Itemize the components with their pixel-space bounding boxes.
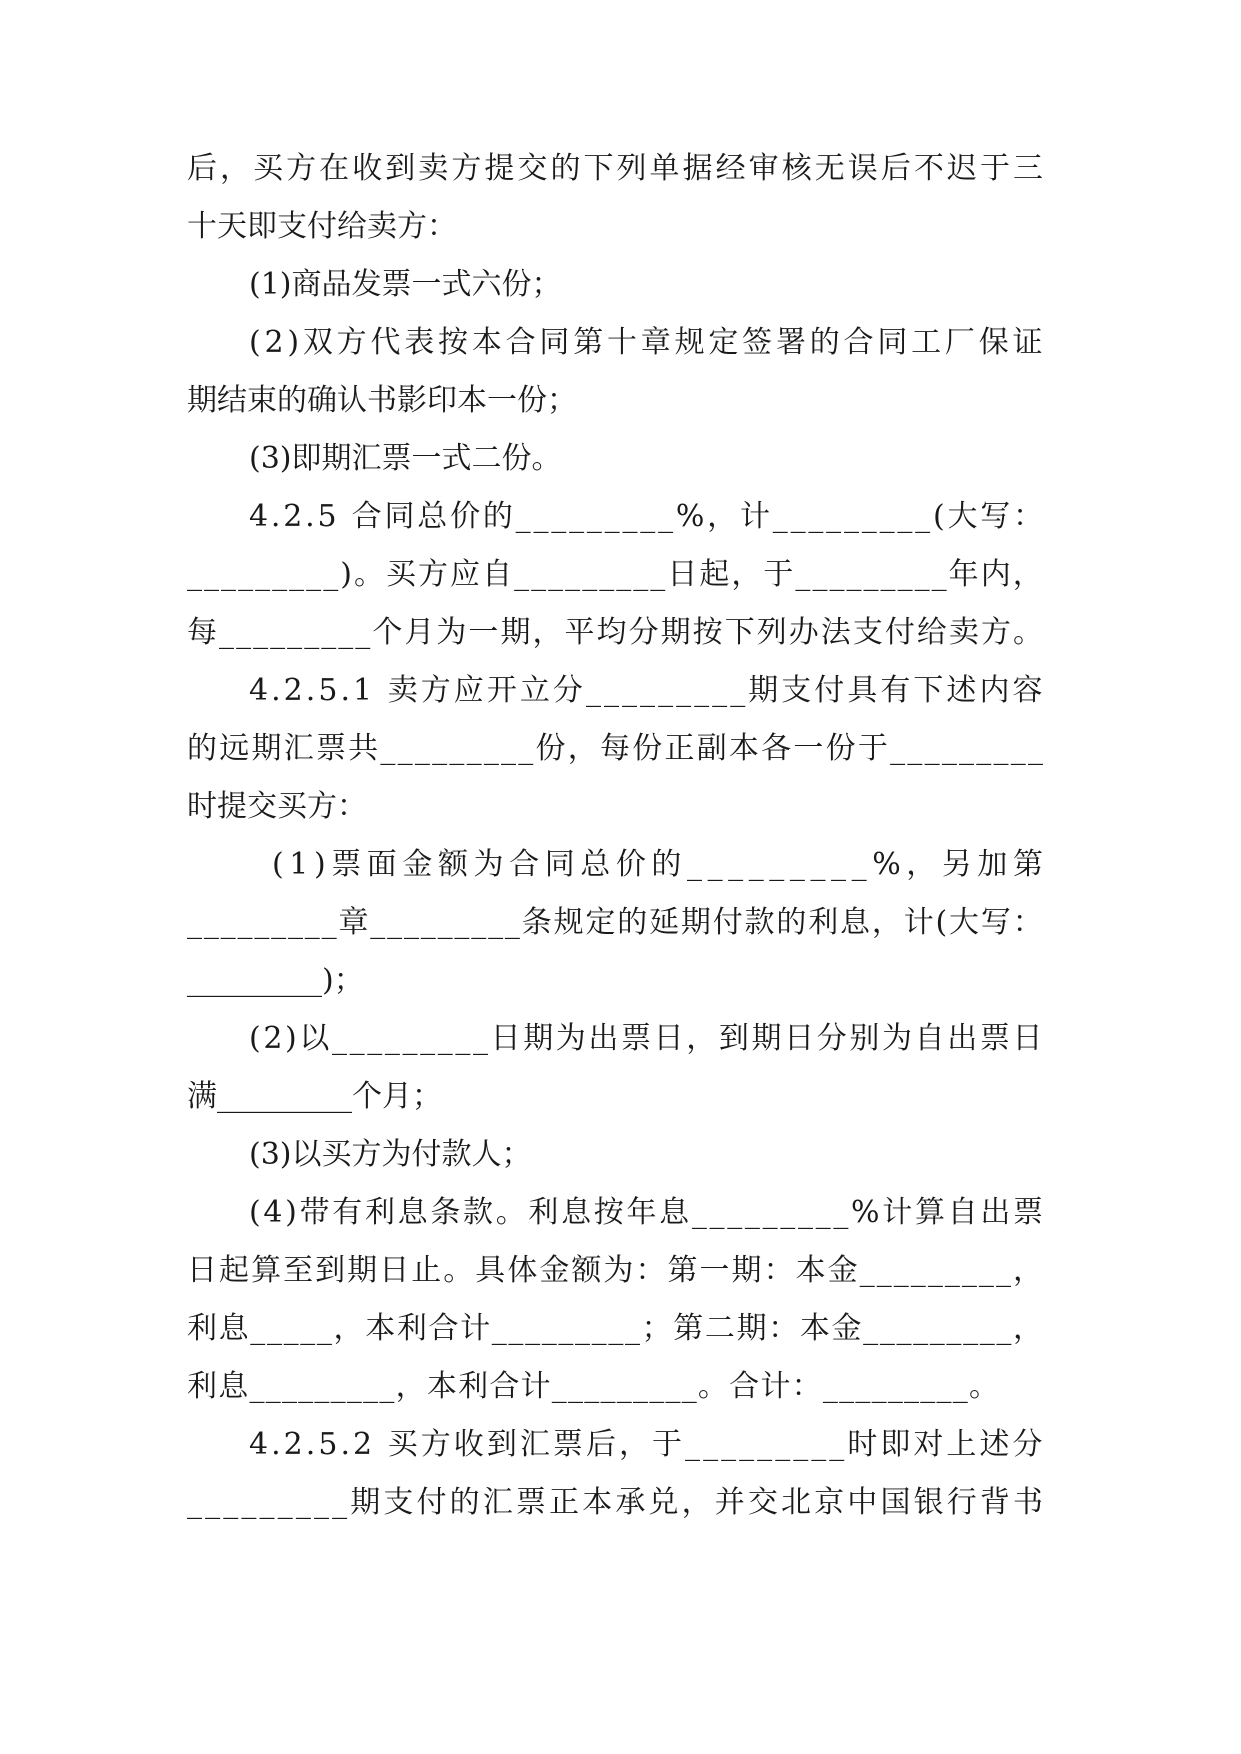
text-line: _________)。买方应自_________日起，于_________年内，	[187, 557, 1045, 592]
text-line: _________)；	[187, 963, 364, 998]
text-line: 4.2.5.2 买方收到汇票后，于_________时即对上述分	[249, 1427, 1046, 1462]
text-line: (3)即期汇票一式二份。	[249, 441, 562, 476]
text-line: 的远期汇票共_________份，每份正副本各一份于_________	[187, 731, 1046, 766]
text-line: (3)以买方为付款人；	[249, 1137, 532, 1172]
text-line: (1)商品发票一式六份；	[249, 267, 562, 302]
text-line: 满_________个月；	[187, 1079, 442, 1114]
text-line: 时提交买方：	[187, 789, 367, 824]
text-line: 利息_________，本利合计_________。合计：_________。	[187, 1369, 1001, 1404]
text-line: 日起算至到期日止。具体金额为：第一期：本金_________，	[187, 1253, 1046, 1288]
text-line: _________章_________条规定的延期付款的利息，计(大写：	[187, 905, 1045, 940]
text-line: _________期支付的汇票正本承兑，并交北京中国银行背书	[187, 1485, 1047, 1520]
text-line: 4.2.5.1 卖方应开立分_________期支付具有下述内容	[249, 673, 1046, 708]
text-line: 十天即支付给卖方：	[187, 209, 457, 244]
text-line: (2)双方代表按本合同第十章规定签署的合同工厂保证	[249, 325, 1047, 360]
text-line: 后，买方在收到卖方提交的下列单据经审核无误后不迟于三	[187, 151, 1047, 186]
text-line: (1)票面金额为合同总价的_________%，另加第	[272, 847, 1049, 882]
text-line: 期结束的确认书影印本一份；	[187, 383, 577, 418]
text-line: 利息_____，本利合计_________；第二期：本金_________，	[187, 1311, 1045, 1346]
text-line: 每_________个月为一期，平均分期按下列办法支付给卖方。	[187, 615, 1046, 650]
text-line: (2)以_________日期为出票日，到期日分别为自出票日	[249, 1021, 1046, 1056]
text-line: (4)带有利息条款。利息按年息_________%计算自出票	[249, 1195, 1046, 1230]
text-line: 4.2.5 合同总价的_________%，计_________(大写：	[249, 499, 1046, 534]
